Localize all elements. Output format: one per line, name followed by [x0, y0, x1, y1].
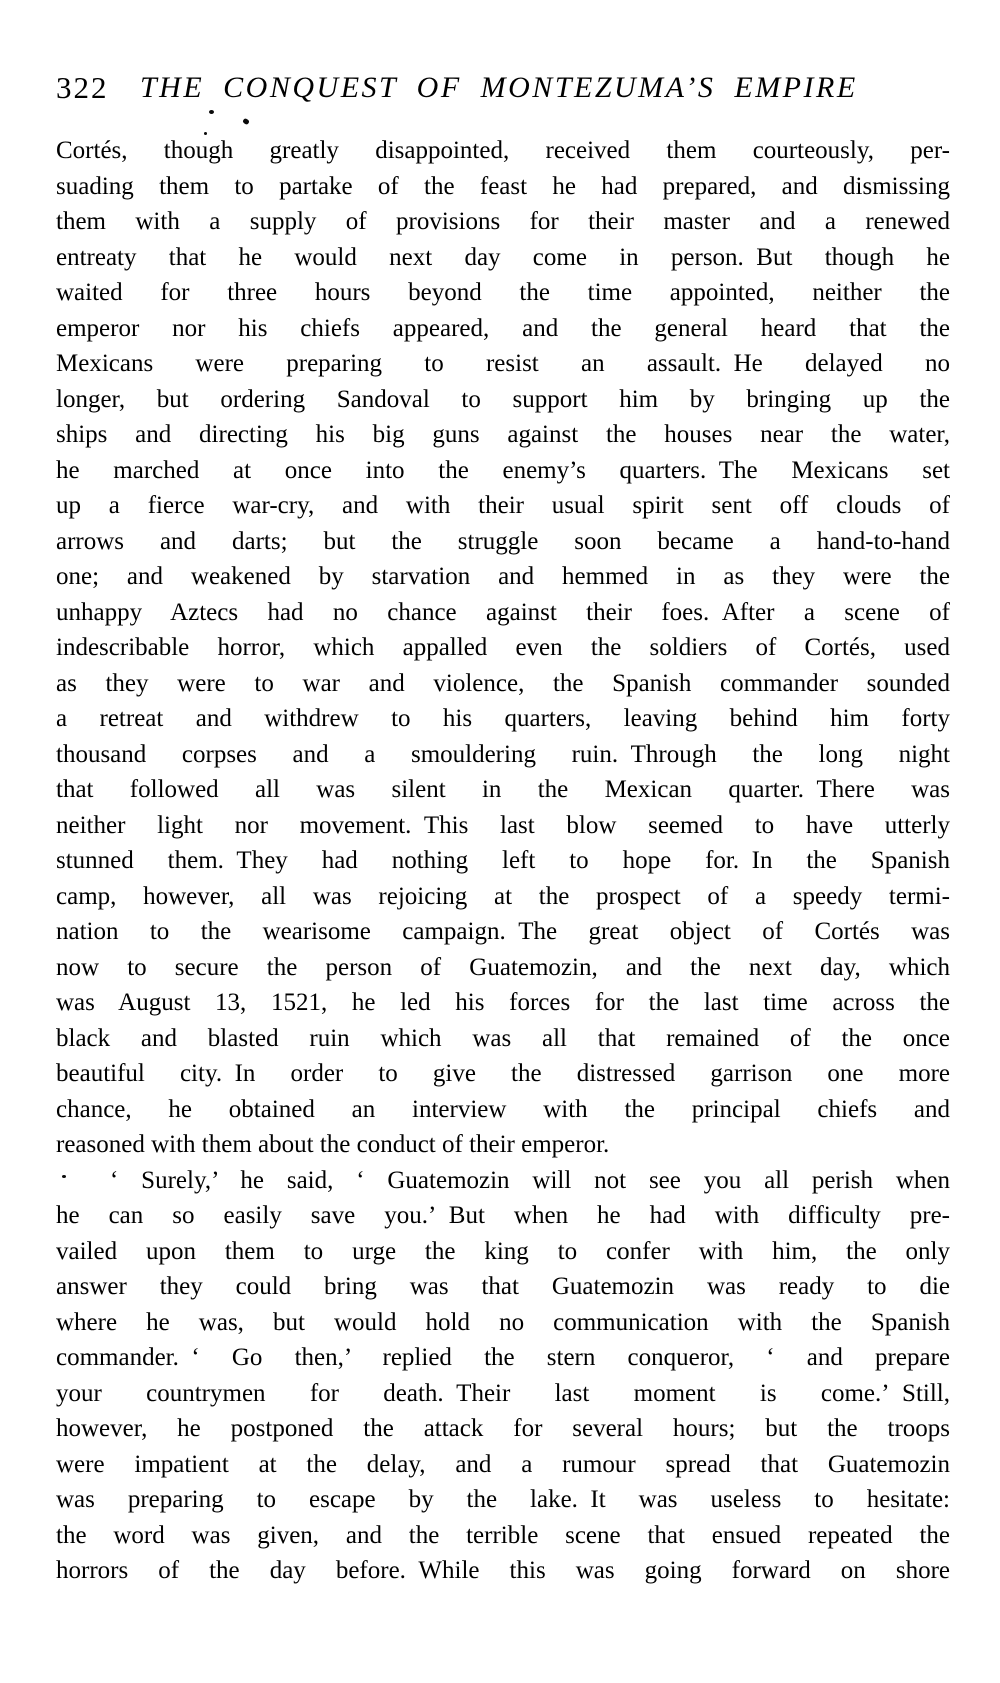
text-line: were impatient at the delay, and a rumour spread that Guatemozin [56, 1450, 950, 1478]
ink-speck [62, 1175, 66, 1178]
text-line: waited for three hours beyond the time appointed, neither the [56, 279, 950, 306]
ink-speck [204, 132, 207, 135]
text-line: that followed all was silent in the Mexican quarter. There was [56, 776, 950, 803]
text-line: Mexicans were preparing to resist an assault. He delayed no [56, 350, 950, 377]
ink-speck [209, 110, 214, 114]
text-line: black and blasted ruin which was all that remained of the once [56, 1024, 950, 1052]
page-header [56, 70, 950, 110]
text-line: was preparing to escape by the lake. It was useless to hesitate: [56, 1486, 950, 1513]
text-line: was August 13, 1521, he led his forces for the last time across the [56, 989, 950, 1016]
text-line: stunned them. They had nothing left to hope for. In the Spanish [56, 847, 950, 874]
text-line: now to secure the person of Guatemozin, and the next day, which [56, 953, 950, 981]
text-line: one; and weakened by starvation and hemmed in as they were the [56, 563, 950, 590]
text-line: the word was given, and the terrible scene that ensued repeated the [56, 1521, 950, 1549]
text-line: indescribable horror, which appalled even the soldiers of Cortés, used [56, 634, 950, 661]
text-line: neither light nor movement. This last blow seemed to have utterly [56, 811, 950, 839]
text-line: horrors of the day before. While this was going forward on shore [56, 1557, 950, 1584]
text-line: beautiful city. In order to give the distressed garrison one more [56, 1060, 950, 1087]
page-body [56, 133, 950, 1589]
text-line: entreaty that he would next day come in person. But though he [56, 243, 950, 271]
text-line: commander. ‘ Go then,’ replied the stern conqueror, ‘ and prepare [56, 1344, 950, 1371]
text-line: up a fierce war-cry, and with their usual spirit sent off clouds of [56, 492, 950, 519]
text-line: longer, but ordering Sandoval to support him by bringing up the [56, 385, 950, 413]
text-line: however, he postponed the attack for several hours; but the troops [56, 1415, 950, 1442]
text-line: emperor nor his chiefs appeared, and the general heard that the [56, 314, 950, 342]
running-title: THE CONQUEST OF MONTEZUMA’S EMPIRE [140, 71, 858, 104]
text-line: suading them to partake of the feast he had prepared, and dismissing [56, 172, 950, 200]
text-line: Cortés, though greatly disappointed, received them courteously, per- [56, 137, 950, 164]
text-line: them with a supply of provisions for their master and a renewed [56, 208, 950, 235]
text-line: arrows and darts; but the struggle soon became a hand-to-hand [56, 527, 950, 555]
text-line: vailed upon them to urge the king to confer with him, the only [56, 1237, 950, 1265]
text-line: where he was, but would hold no communication with the Spanish [56, 1308, 950, 1336]
text-line: your countrymen for death. Their last moment is come.’ Still, [56, 1379, 950, 1407]
text-line: reasoned with them about the conduct of their emperor. [56, 1131, 610, 1158]
text-line: camp, however, all was rejoicing at the prospect of a speedy termi- [56, 882, 950, 910]
page-number: 322 [56, 70, 109, 105]
text-line: answer they could bring was that Guatemozin was ready to die [56, 1273, 950, 1300]
text-line: ships and directing his big guns against the houses near the water, [56, 421, 950, 448]
text-line: he marched at once into the enemy’s quarters. The Mexicans set [56, 456, 950, 484]
text-line: as they were to war and violence, the Spanish commander sounded [56, 669, 950, 697]
text-line: ‘ Surely,’ he said, ‘ Guatemozin will not see you all perish when [110, 1166, 950, 1194]
text-line: he can so easily save you.’ But when he had with difficulty pre- [56, 1202, 950, 1229]
ink-speck [242, 118, 250, 126]
text-line: a retreat and withdrew to his quarters, leaving behind him forty [56, 705, 950, 732]
text-line: nation to the wearisome campaign. The great object of Cortés was [56, 918, 950, 945]
text-line: unhappy Aztecs had no chance against their foes. After a scene of [56, 598, 950, 626]
text-line: thousand corpses and a smouldering ruin. Through the long night [56, 740, 950, 768]
text-line: chance, he obtained an interview with the principal chiefs and [56, 1095, 950, 1123]
